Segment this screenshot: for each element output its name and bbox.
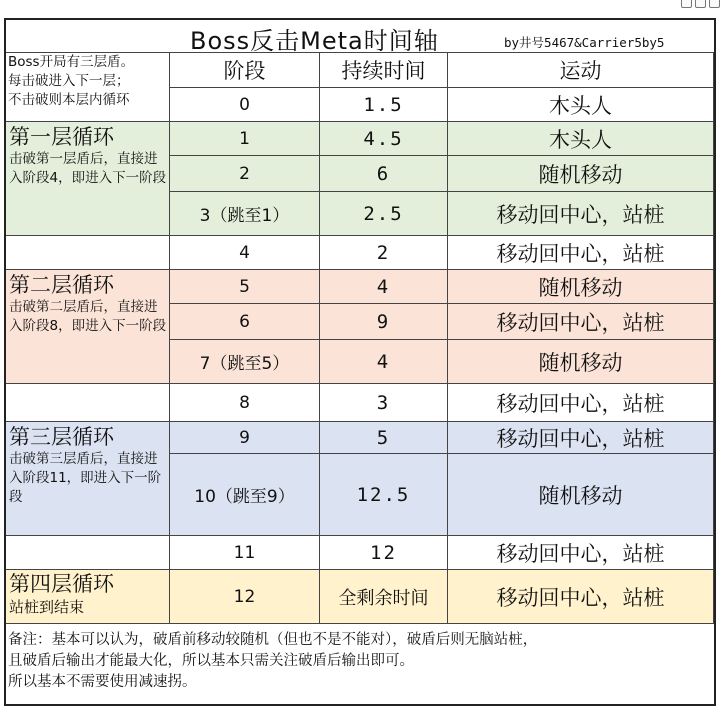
title-row [6, 20, 714, 53]
loop-desc: 击破第一层盾后，直接进入阶段4，即进入下一阶段 [9, 151, 167, 186]
loop-title: 第一层循环 [9, 125, 114, 149]
motion-cell: 移动回中心，站桩 [448, 304, 714, 340]
duration-cell: 4.5 [320, 122, 448, 156]
duration-cell: 5 [320, 422, 448, 454]
duration-cell: 2.5 [320, 192, 448, 236]
duration-cell: 4 [320, 340, 448, 384]
phase-cell: 7（跳至5） [170, 340, 320, 384]
close-icon[interactable] [709, 0, 720, 8]
phase-cell: 1 [170, 122, 320, 156]
phase-cell: 10（跳至9） [170, 454, 320, 536]
intro-line: Boss开局有三层盾。 [8, 54, 135, 70]
loop-desc: 击破第三层盾后，直接进入阶段11，即进入下一阶段 [9, 451, 162, 505]
motion-cell: 木头人 [448, 122, 714, 156]
blank-note [6, 236, 170, 270]
loop-desc: 站桩到结束 [9, 598, 85, 616]
duration-cell: 9 [320, 304, 448, 340]
phase-cell: 6 [170, 304, 320, 340]
loop-note-1 [6, 122, 170, 236]
intro-line: 不击破则本层内循环 [8, 92, 130, 108]
duration-cell: 2 [320, 236, 448, 270]
duration-cell: 12.5 [320, 454, 448, 536]
motion-cell: 移动回中心，站桩 [448, 570, 714, 624]
motion-cell: 随机移动 [448, 156, 714, 192]
phase-cell: 8 [170, 384, 320, 422]
motion-cell: 移动回中心，站桩 [448, 192, 714, 236]
duration-cell: 6 [320, 156, 448, 192]
loop-title: 第二层循环 [9, 273, 114, 297]
duration-cell: 12 [320, 536, 448, 570]
duration-cell: 1.5 [320, 88, 448, 122]
motion-cell: 木头人 [448, 88, 714, 122]
phase-cell: 4 [170, 236, 320, 270]
phase-cell: 11 [170, 536, 320, 570]
header-duration: 持续时间 [320, 52, 448, 88]
phase-cell: 12 [170, 570, 320, 624]
loop-title: 第三层循环 [9, 425, 114, 449]
motion-cell: 随机移动 [448, 270, 714, 304]
intro-line: 每击破进入下一层； [8, 73, 130, 89]
phase-cell: 5 [170, 270, 320, 304]
duration-cell: 3 [320, 384, 448, 422]
phase-cell: 3（跳至1） [170, 192, 320, 236]
loop-title: 第四层循环 [9, 572, 114, 596]
motion-cell: 移动回中心，站桩 [448, 422, 714, 454]
header-phase: 阶段 [170, 52, 320, 88]
loop-desc: 击破第二层盾后，直接进入阶段8，即进入下一阶段 [9, 299, 167, 334]
sheet-title: Boss反击Meta时间轴 [190, 27, 439, 55]
duration-cell: 全剩余时间 [320, 570, 448, 624]
footnote-line: 且破盾后输出才能最大化，所以基本只需关注破盾后输出即可。 [8, 653, 414, 669]
loop-note-4 [6, 570, 170, 624]
phase-cell: 9 [170, 422, 320, 454]
loop-note-3 [6, 422, 170, 536]
footnote-line: 备注：基本可以认为，破盾前移动较随机（但也不是不能对），破盾后则无脑站桩， [8, 632, 538, 648]
motion-cell: 移动回中心，站桩 [448, 536, 714, 570]
phase-cell: 0 [170, 88, 320, 122]
footnote [6, 624, 714, 704]
motion-cell: 移动回中心，站桩 [448, 236, 714, 270]
phase-cell: 2 [170, 156, 320, 192]
footnote-line: 所以基本不需要使用减速拐。 [8, 674, 197, 690]
sheet-credit: by井号5467&Carrier5by5 [504, 35, 665, 50]
loop-note-2 [6, 270, 170, 384]
blank-note [6, 536, 170, 570]
duration-cell: 4 [320, 270, 448, 304]
motion-cell: 随机移动 [448, 454, 714, 536]
minimize-icon[interactable] [681, 0, 692, 8]
window-controls [681, 0, 720, 8]
header-motion: 运动 [448, 52, 714, 88]
motion-cell: 随机移动 [448, 340, 714, 384]
blank-note [6, 384, 170, 422]
motion-cell: 移动回中心，站桩 [448, 384, 714, 422]
timeline-sheet [4, 18, 716, 706]
restore-icon[interactable] [695, 0, 706, 8]
intro-note [6, 52, 170, 122]
